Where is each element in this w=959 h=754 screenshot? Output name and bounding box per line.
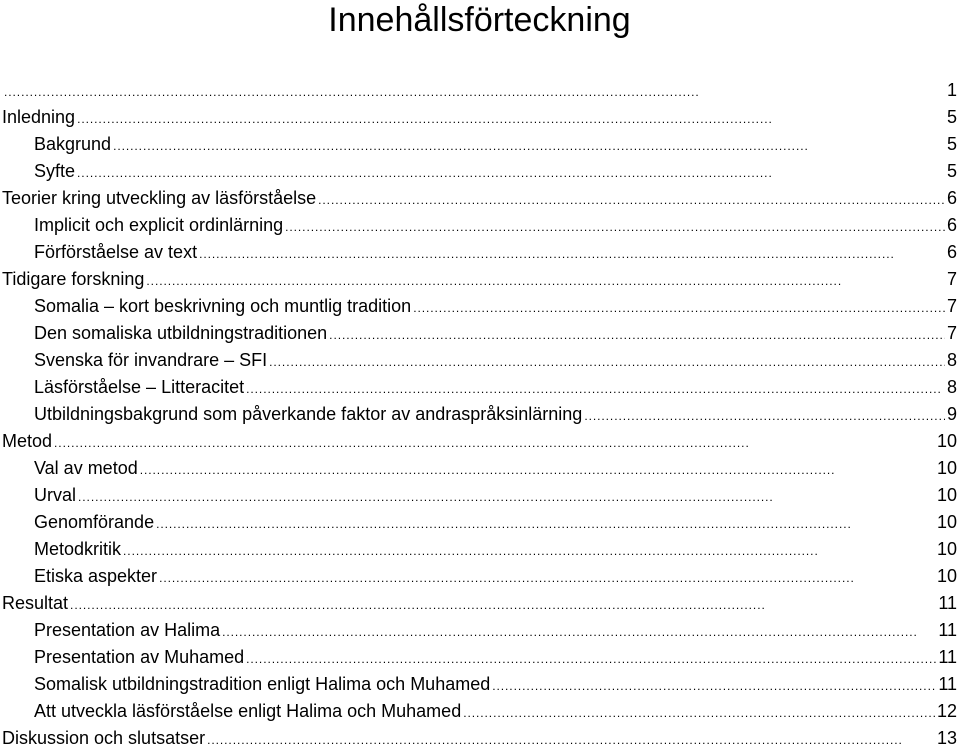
- toc-entry-page-number: 10: [936, 539, 957, 559]
- toc-entry-page-number: 7: [946, 296, 957, 316]
- toc-entry[interactable]: [2, 401, 957, 428]
- dot-leader: [463, 700, 935, 727]
- toc-entry-label: Resultat: [2, 593, 69, 613]
- toc-entry[interactable]: [2, 185, 957, 212]
- toc-entry-page-number: 13: [936, 728, 957, 748]
- toc-entry-page-number: 6: [946, 188, 957, 208]
- toc-entry-page-number: 10: [936, 431, 957, 451]
- toc-entry[interactable]: [2, 482, 957, 509]
- toc-entry-label: Förförståelse av text: [34, 242, 198, 262]
- toc-entry-page-number: 9: [946, 404, 957, 424]
- toc-entry[interactable]: [2, 590, 957, 617]
- table-of-contents: [2, 77, 957, 752]
- dot-leader: [246, 646, 936, 673]
- toc-entry-label: Genomförande: [34, 512, 155, 532]
- dot-leader: [140, 457, 935, 484]
- dot-leader: [492, 673, 936, 700]
- toc-entry-page-number: 10: [936, 566, 957, 586]
- toc-entry-label: Att utveckla läsförståelse enligt Halima och Muhamed: [34, 701, 462, 721]
- dot-leader: [77, 160, 945, 187]
- toc-entry-label: Somalia – kort beskrivning och muntlig tradition: [34, 296, 412, 316]
- dot-leader: [584, 403, 945, 430]
- toc-entry-label: Tidigare forskning: [2, 269, 145, 289]
- dot-leader: [54, 430, 935, 457]
- dot-leader: [159, 565, 935, 592]
- toc-entry-page-number: 11: [938, 620, 957, 640]
- dot-leader: [246, 376, 945, 403]
- toc-entry-page-number: 8: [946, 377, 957, 397]
- toc-entry[interactable]: [2, 509, 957, 536]
- toc-entry-label: Bakgrund: [34, 134, 112, 154]
- dot-leader: [199, 241, 945, 268]
- toc-entry-label: Inledning: [2, 107, 76, 127]
- toc-entry-page-number: 6: [946, 215, 957, 235]
- toc-entry[interactable]: [2, 212, 957, 239]
- toc-entry-page-number: 10: [936, 458, 957, 478]
- toc-entry[interactable]: [2, 266, 957, 293]
- toc-entry-label: Läsförståelse – Litteracitet: [34, 377, 245, 397]
- toc-entry-page-number: 7: [946, 269, 957, 289]
- toc-entry-label: Den somaliska utbildningstraditionen: [34, 323, 328, 343]
- toc-entry-label: Presentation av Muhamed: [34, 647, 245, 667]
- toc-entry[interactable]: [2, 320, 957, 347]
- toc-entry-label: Teorier kring utveckling av läsförståelse: [2, 188, 317, 208]
- dot-leader: [4, 79, 945, 106]
- toc-entry-label: Val av metod: [34, 458, 138, 478]
- toc-entry-label: Metodkritik: [34, 539, 122, 559]
- dot-leader: [222, 619, 936, 646]
- toc-entry-label: Etiska aspekter: [34, 566, 158, 586]
- toc-entry-label: Presentation av Halima: [34, 620, 221, 640]
- toc-entry-page-number: 10: [936, 512, 957, 532]
- toc-entry-page-number: 7: [946, 323, 957, 343]
- toc-entry-page-number: 5: [946, 161, 957, 181]
- dot-leader: [156, 511, 935, 538]
- toc-entry[interactable]: [2, 239, 957, 266]
- toc-entry[interactable]: [2, 698, 957, 725]
- toc-entry[interactable]: [2, 428, 957, 455]
- toc-entry[interactable]: [2, 77, 957, 104]
- toc-entry[interactable]: [2, 374, 957, 401]
- toc-entry[interactable]: [2, 644, 957, 671]
- toc-entry-page-number: 11: [938, 674, 957, 694]
- page-title: Innehållsförteckning: [328, 1, 631, 39]
- toc-entry[interactable]: [2, 725, 957, 752]
- toc-entry-label: Metod: [2, 431, 53, 451]
- toc-entry-page-number: 11: [938, 593, 957, 613]
- toc-entry-page-number: 5: [946, 107, 957, 127]
- toc-entry[interactable]: [2, 617, 957, 644]
- toc-entry[interactable]: [2, 455, 957, 482]
- toc-entry-label: Implicit och explicit ordinlärning: [34, 215, 284, 235]
- dot-leader: [318, 187, 945, 214]
- dot-leader: [285, 214, 945, 241]
- toc-entry-page-number: 11: [938, 647, 957, 667]
- dot-leader: [329, 322, 945, 349]
- dot-leader: [113, 133, 945, 160]
- dot-leader: [269, 349, 945, 376]
- toc-entry-label: Urval: [34, 485, 77, 505]
- toc-entry-page-number: 5: [946, 134, 957, 154]
- dot-leader: [413, 295, 945, 322]
- toc-entry-label: Somalisk utbildningstradition enligt Halima och Muhamed: [34, 674, 491, 694]
- toc-entry-page-number: 12: [936, 701, 957, 721]
- dot-leader: [70, 592, 936, 619]
- dot-leader: [78, 484, 935, 511]
- toc-entry-page-number: 1: [946, 80, 957, 100]
- dot-leader: [146, 268, 945, 295]
- toc-entry[interactable]: [2, 671, 957, 698]
- toc-entry[interactable]: [2, 131, 957, 158]
- dot-leader: [77, 106, 945, 133]
- toc-entry-label: Syfte: [34, 161, 76, 181]
- toc-entry[interactable]: [2, 104, 957, 131]
- toc-entry[interactable]: [2, 158, 957, 185]
- toc-entry-label: Svenska för invandrare – SFI: [34, 350, 268, 370]
- toc-entry[interactable]: [2, 563, 957, 590]
- toc-entry[interactable]: [2, 347, 957, 374]
- dot-leader: [207, 727, 935, 754]
- toc-entry-label: Utbildningsbakgrund som påverkande faktor av andraspråksinlärning: [34, 404, 583, 424]
- toc-entry-page-number: 10: [936, 485, 957, 505]
- toc-entry-page-number: 6: [946, 242, 957, 262]
- toc-entry-page-number: 8: [946, 350, 957, 370]
- dot-leader: [123, 538, 935, 565]
- toc-entry[interactable]: [2, 536, 957, 563]
- toc-entry-label: Diskussion och slutsatser: [2, 728, 206, 748]
- toc-entry[interactable]: [2, 293, 957, 320]
